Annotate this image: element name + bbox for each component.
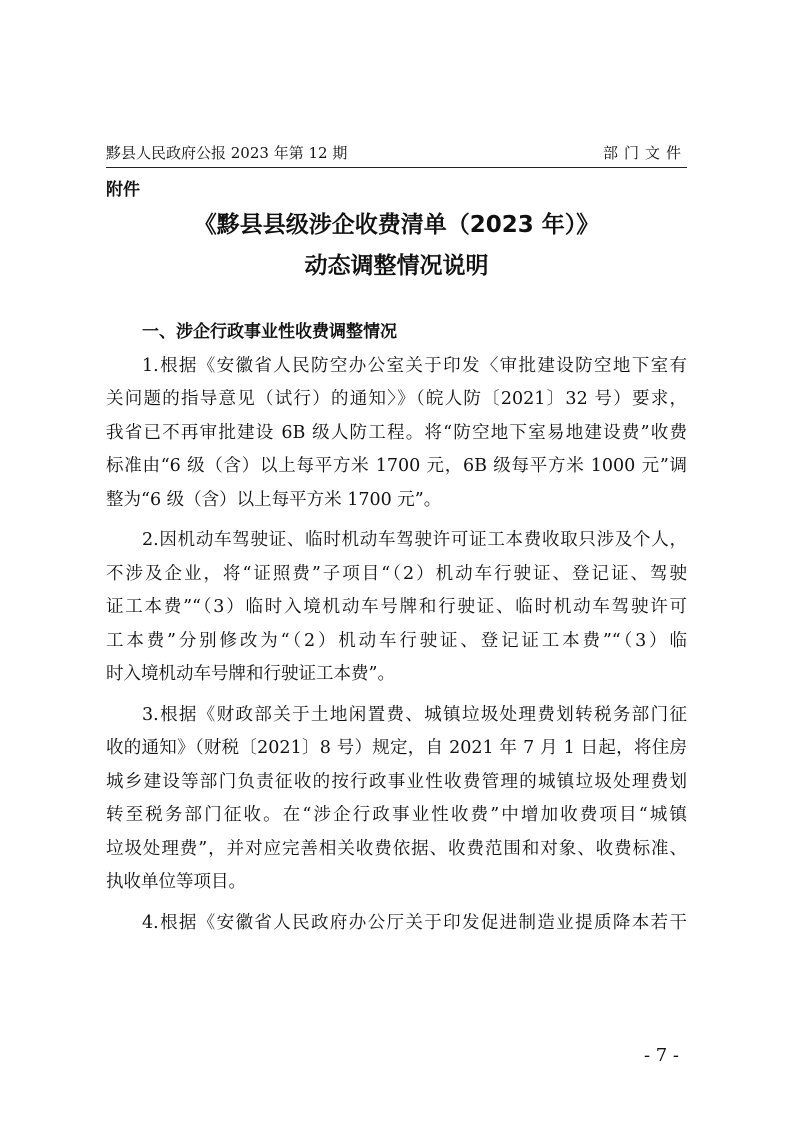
paragraph-line: 4.根据《安徽省人民政府办公厅关于印发促进制造业提质降本若干 [142,912,687,933]
page-number: - 7 - [643,1045,679,1066]
paragraph-line: 证工本费”“（3）临时入境机动车号牌和行驶证、临时机动车驾驶许可 [106,597,687,617]
document-title-line-2: 动态调整情况说明 [304,253,489,279]
paragraph-line: 转至税务部门征收。在“涉企行政事业性收费”中增加收费项目“城镇 [106,805,687,825]
paragraph-line: 执收单位等项目。 [106,872,246,892]
paragraph-line: 收的通知》（财税〔2021〕8 号）规定，自 2021 年 7 月 1 日起，将住房 [106,738,687,758]
document-title-line-1: 《黟县县级涉企收费清单（2023 年）》 [193,212,600,238]
running-header [106,141,687,165]
paragraph-line: 城乡建设等部门负责征收的按行政事业性收费管理的城镇垃圾处理费划 [106,771,687,792]
paragraph-1 [106,350,687,518]
document-body [106,312,687,947]
paragraph-line: 关问题的指导意见（试行）的通知〉》（皖人防〔2021〕32 号）要求， [106,389,687,409]
header-divider [106,167,687,168]
section-label: 部门文件 [602,144,687,162]
paragraph-line: 时入境机动车号牌和行驶证工本费”。 [106,664,395,684]
paragraph-line: 我省已不再审批建设 6B 级人防工程。将“防空地下室易地建设费”收费 [106,422,687,443]
gazette-issue-label: 黟县人民政府公报 2023 年第 12 期 [106,144,348,162]
paragraph-line: 1.根据《安徽省人民防空办公室关于印发〈审批建设防空地下室有 [142,355,687,376]
attachment-label: 附件 [106,180,140,200]
section-heading: 一、涉企行政事业性收费调整情况 [142,322,397,342]
paragraph-line: 不涉及企业，将“证照费”子项目“（2）机动车行驶证、登记证、驾驶 [106,563,687,584]
paragraph-line: 工本费”分别修改为“（2）机动车行驶证、登记证工本费”“（3）临 [106,630,687,651]
paragraph-line: 2.因机动车驾驶证、临时机动车驾驶许可证工本费收取只涉及个人， [142,530,687,550]
paragraph-2 [106,524,687,692]
paragraph-line: 垃圾处理费”，并对应完善相关收费依据、收费范围和对象、收费标准、 [106,838,687,859]
paragraph-line: 标准由“6 级（含）以上每平方米 1700 元，6B 级每平方米 1000 元”调 [106,456,687,476]
paragraph-line: 3.根据《财政部关于土地闲置费、城镇垃圾处理费划转税务部门征 [142,704,687,725]
paragraph-4 [106,907,687,941]
paragraph-line: 整为“6 级（含）以上每平方米 1700 元”。 [106,489,442,510]
paragraph-3 [106,699,687,900]
